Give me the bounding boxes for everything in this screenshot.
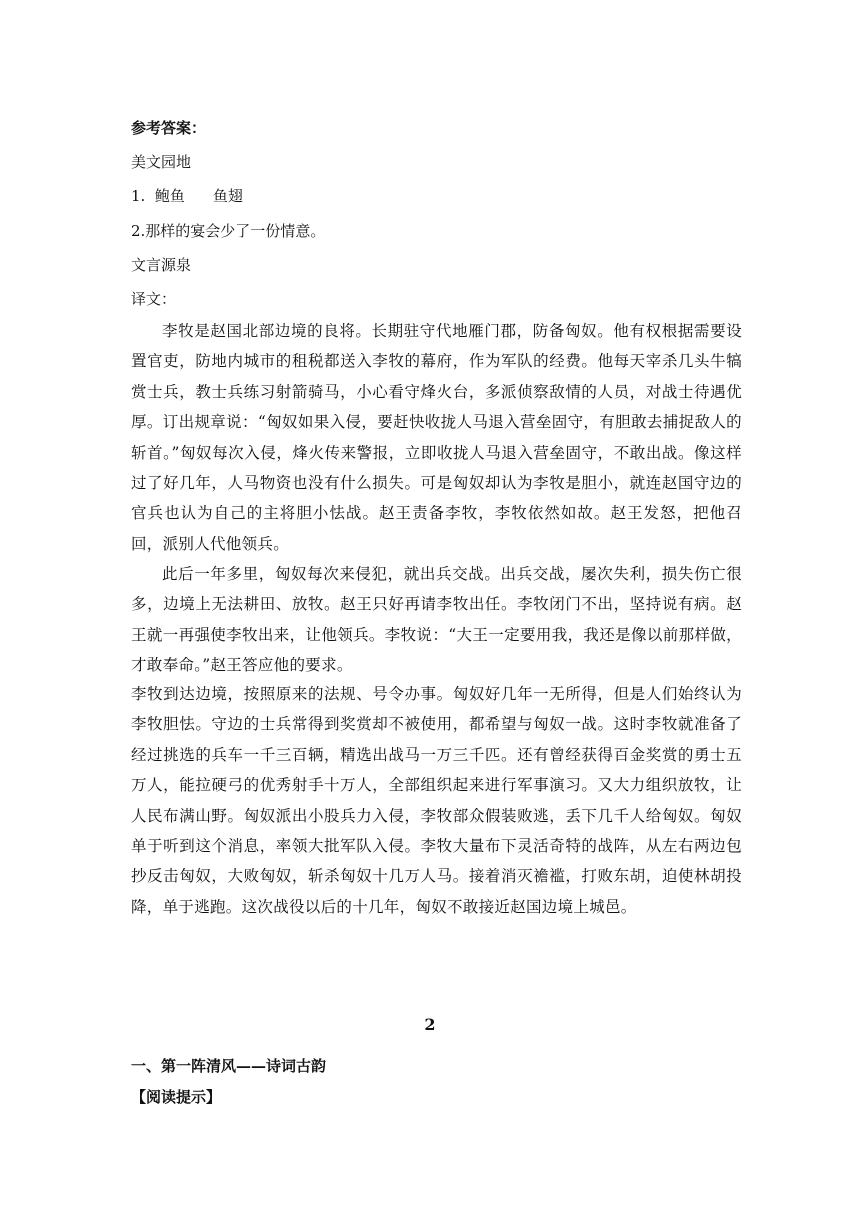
- translation-label: 译文：: [131, 290, 177, 308]
- translation-paragraph-1: 李牧是赵国北部边境的良将。长期驻守代地雁门郡，防备匈奴。他有权根据需要设置官吏，防地内城市的租税都送入李牧的幕府，作为军队的经费。他每天宰杀几头牛犒赏士兵，教士兵练习射箭骑马，小心看守烽火台，多派侦察敌情的人员，对战士待遇优厚。订出规章说：“匈奴如果入侵，要赶快收拢人马退入营垒固守，有胆敢去捕捉敌人的斩首。”匈奴每次入侵，烽火传来警报，立即收拢人马退入营垒固守，不敢出战。像这样过了好几年，人马物资也没有什么损失。可是匈奴却认为李牧是胆小，就连赵国守边的官兵也认为自己的主将胆小怯战。赵王责备李牧，李牧依然如故。赵王发怒，把他召回，派别人代他领兵。: [131, 322, 742, 553]
- answer-heading: 参考答案：: [131, 119, 207, 137]
- translation-paragraph-2: 此后一年多里，匈奴每次来侵犯，就出兵交战。出兵交战，屡次失利，损失伤亡很多，边境上无法耕田、放牧。赵王只好再请李牧出任。李牧闭门不出，坚持说有病。赵王就一再强使李牧出来，让他领兵。李牧说：“大王一定要用我，我还是像以前那样做，才敢奉命。”赵王答应他的要求。: [131, 565, 742, 675]
- answer-1: [131, 185, 731, 207]
- answer-1-number: 1.: [131, 187, 146, 205]
- reading-tip-heading: 【阅读提示】: [131, 1088, 222, 1106]
- answer-1-b: 鱼翅: [212, 187, 243, 205]
- answer-1-a: 鲍鱼: [154, 187, 185, 205]
- translation-paragraph-3: 李牧到达边境，按照原来的法规、号令办事。匈奴好几年一无所得，但是人们始终认为李牧胆怯。守边的士兵常得到奖赏却不被使用，都希望与匈奴一战。这时李牧就准备了经过挑选的兵车一千三百辆，精选出战马一万三千匹。还有曾经获得百金奖赏的勇士五万人，能拉硬弓的优秀射手十万人，全部组织起来进行军事演习。又大力组织放牧，让人民布满山野。匈奴派出小股兵力入侵，李牧部众假装败逃，丢下几千人给匈奴。匈奴单于听到这个消息，率领大批军队入侵。李牧大量布下灵活奇特的战阵，从左右两边包抄反击匈奴，大败匈奴，斩杀匈奴十几万人马。接着消灭襜褴，打败东胡，迫使林胡投降，单于逃跑。这次战役以后的十几年，匈奴不敢接近赵国边境上城邑。: [131, 685, 742, 916]
- section-title-wenyan: 文言源泉: [131, 256, 192, 274]
- chapter-title: 一、第一阵清风——诗词古韵: [131, 1057, 327, 1075]
- section-title-meiwen: 美文园地: [131, 153, 192, 171]
- page-number: 2: [424, 1015, 436, 1034]
- answer-2: 2.那样的宴会少了一份情意。: [131, 222, 326, 240]
